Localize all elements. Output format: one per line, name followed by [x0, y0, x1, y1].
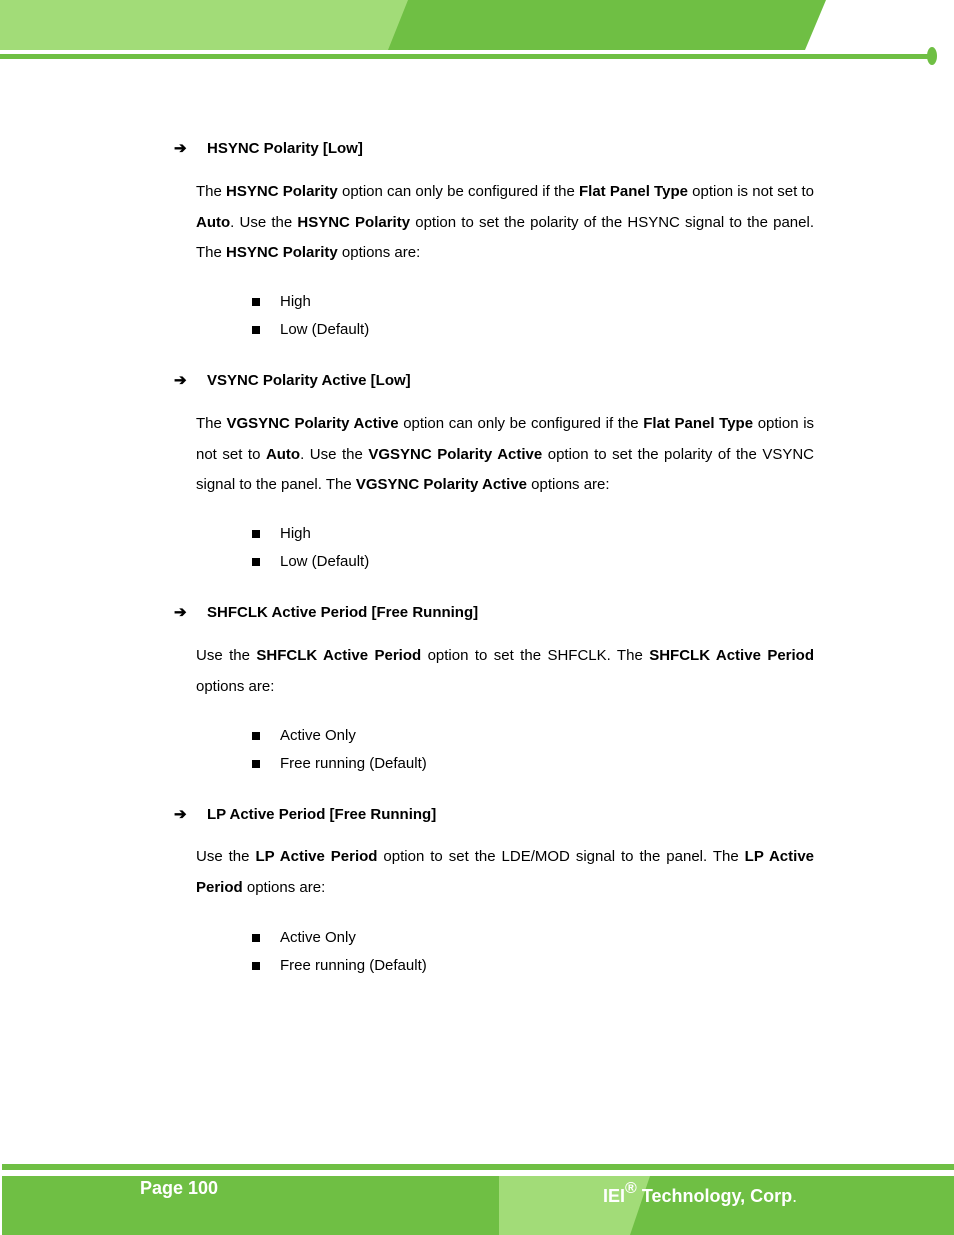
bold-term: LP Active Period	[196, 848, 814, 896]
arrow-icon: ➔	[174, 806, 187, 823]
paragraph-text: options are:	[527, 476, 610, 493]
bold-term: HSYNC Polarity	[297, 213, 411, 231]
paragraph-text: Use the	[196, 647, 257, 664]
bold-term: Flat Panel Type	[578, 183, 688, 200]
paragraph-text: options are:	[337, 244, 421, 261]
arrow-icon: ➔	[174, 140, 187, 157]
options-list	[252, 727, 427, 783]
bold-term: Auto	[265, 445, 301, 463]
bold-term: HSYNC Polarity	[226, 244, 338, 261]
header-light-band	[0, 0, 410, 50]
footer-rule	[2, 1164, 954, 1170]
paragraph-text: option to set the LDE/MOD signal to the panel. The	[377, 848, 745, 865]
option-item: Low (Default)	[252, 553, 369, 581]
brand-dot: .	[792, 1186, 798, 1206]
option-item: Active Only	[252, 727, 427, 755]
section-paragraph	[196, 641, 814, 702]
option-item: Active Only	[252, 929, 427, 957]
brand-logo-text	[603, 1182, 797, 1207]
bold-term: VGSYNC Polarity Active	[355, 476, 528, 493]
header-rule	[0, 54, 930, 59]
options-list	[252, 293, 369, 349]
page-number: Page 100	[140, 1178, 219, 1198]
paragraph-text: The	[196, 415, 227, 432]
arrow-icon: ➔	[174, 372, 187, 389]
paragraph-text: option is not set to	[196, 415, 815, 463]
bold-term: SHFCLK Active Period	[256, 647, 422, 664]
options-list	[252, 929, 427, 985]
brand-rest: Technology, Corp	[636, 1186, 793, 1206]
section-heading	[174, 603, 478, 621]
section-heading	[174, 371, 411, 389]
paragraph-text: option is not set to	[687, 183, 815, 200]
section-heading	[174, 805, 436, 823]
brand-name: IEI	[603, 1186, 626, 1206]
paragraph-text: option can only be configured if the	[337, 183, 579, 200]
header-dark-band	[388, 0, 826, 50]
paragraph-text: option to set the polarity of the HSYNC signal to the panel. The	[196, 213, 814, 261]
header-graphic	[0, 0, 954, 70]
paragraph-text: Use the	[196, 848, 256, 865]
options-list	[252, 525, 369, 581]
bold-term: LP Active Period	[255, 848, 378, 865]
option-item: High	[252, 293, 369, 321]
heading-text: HSYNC Polarity [Low]	[207, 140, 363, 157]
option-item: Free running (Default)	[252, 755, 427, 783]
paragraph-text: . Use the	[300, 445, 369, 463]
bold-term: Flat Panel Type	[643, 415, 754, 432]
bold-term: VGSYNC Polarity Active	[368, 445, 543, 463]
option-item: Low (Default)	[252, 321, 369, 349]
option-item: Free running (Default)	[252, 957, 427, 985]
paragraph-text: . Use the	[230, 213, 298, 231]
bold-term: Auto	[196, 213, 231, 231]
header-rule-cap	[927, 47, 937, 65]
bold-term: SHFCLK Active Period	[649, 647, 814, 664]
arrow-icon: ➔	[174, 604, 187, 621]
paragraph-text: option to set the polarity of the VSYNC signal to the panel. The	[196, 445, 814, 493]
section-paragraph	[196, 842, 814, 903]
paragraph-text: options are:	[242, 878, 326, 896]
paragraph-text: options are:	[196, 677, 275, 695]
registered-mark: ®	[625, 1180, 637, 1197]
bold-term: HSYNC Polarity	[226, 183, 338, 200]
heading-text: SHFCLK Active Period [Free Running]	[207, 604, 479, 621]
heading-text: LP Active Period [Free Running]	[207, 806, 437, 823]
section-heading	[174, 139, 363, 157]
bold-term: VGSYNC Polarity Active	[226, 415, 399, 432]
section-paragraph	[196, 409, 814, 501]
heading-text: VSYNC Polarity Active [Low]	[207, 372, 411, 389]
option-item: High	[252, 525, 369, 553]
page-header-band	[0, 0, 954, 70]
paragraph-text: The	[196, 183, 227, 200]
paragraph-text: option can only be configured if the	[398, 415, 644, 432]
paragraph-text: option to set the SHFCLK. The	[421, 647, 650, 664]
section-paragraph	[196, 177, 814, 269]
